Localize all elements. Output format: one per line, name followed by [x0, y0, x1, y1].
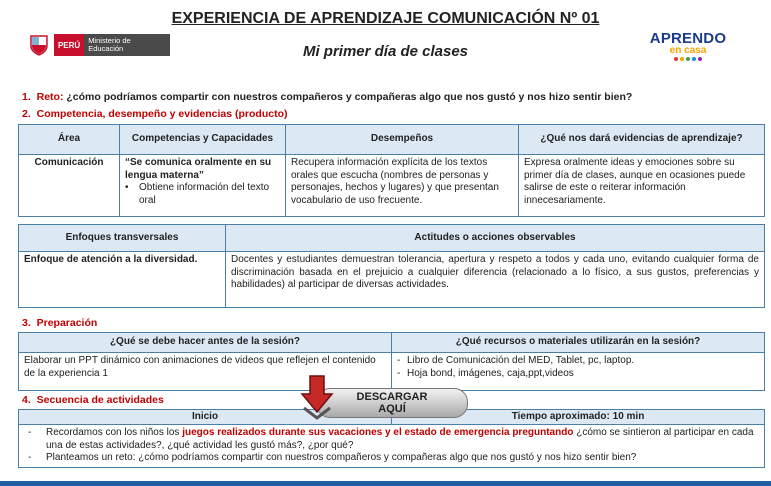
approach-table: [18, 224, 765, 308]
page-subtitle: Mi primer día de clases: [302, 43, 469, 60]
activity-item: - Recordamos con los niños los juegos realizados durante sus vacaciones y el estado de emergencia preguntando ¿cómo se sintieron al participar en cada una de estas actividades?, ¿qué actividad les gustó más?, ¿por qué?: [24, 427, 759, 452]
section-label: Preparación: [36, 317, 98, 329]
resource-text: Hoja bond, imágenes, caja,ppt,videos: [407, 367, 574, 379]
activity-text-highlight: juegos realizados durante sus vacaciones y el estado de emergencia preguntando: [182, 427, 574, 438]
activity-text: Planteamos un reto: ¿cómo podríamos compartir con nuestros compañeros y compañeras algo que nos gustó y nos hizo sentir bien?: [46, 452, 637, 463]
header-competencias: Competencias y Capacidades: [120, 125, 286, 155]
header-antes: ¿Qué se debe hacer antes de la sesión?: [19, 333, 392, 353]
ministry-logo: [28, 32, 170, 58]
aprendo-label: APRENDO: [649, 30, 727, 47]
section-secuencia: [22, 394, 164, 406]
section-number: 4.: [22, 394, 31, 406]
download-arrow-icon: [298, 374, 336, 420]
header-tiempo: Tiempo aproximado: 10 min: [392, 410, 765, 425]
performance-cell: Recupera información explícita de los textos orales que escucha (nombres de personas y personajes, hechos y lugares) y que presentan vocabulario de uso frecuente.: [286, 155, 519, 217]
competence-table: [18, 124, 765, 217]
activity-text-a: Recordamos con los niños los: [46, 427, 183, 438]
section-preparacion: [22, 317, 97, 329]
header-recursos: ¿Qué recursos o materiales utilizarán en la sesión?: [392, 333, 765, 353]
section-competencia: [22, 108, 288, 120]
section-label: Competencia, desempeño y evidencias (producto): [36, 108, 288, 120]
reto-text: ¿cómo podríamos compartir con nuestros compañeros y compañeras algo que nos gustó y nos hizo sentir bien?: [66, 91, 633, 103]
section-label: Reto:: [36, 91, 64, 103]
area-cell: Comunicación: [19, 155, 120, 217]
header-inicio: Inicio: [19, 410, 392, 425]
before-cell: Elaborar un PPT dinámico con animaciones de videos que reflejen el contenido de la experiencia 1: [19, 353, 392, 391]
resource-item: - Hoja bond, imágenes, caja,ppt,videos: [397, 367, 574, 379]
activity-text: [46, 427, 759, 452]
section-reto: [22, 91, 632, 103]
evidence-cell: Expresa oralmente ideas y emociones sobre su primer día de clases, aunque en ocasiones puede salirse de este o reiterar información innecesariamente.: [519, 155, 765, 217]
download-button[interactable]: [298, 378, 470, 422]
section-number: 3.: [22, 317, 31, 329]
approach-cell: Enfoque de atención a la diversidad.: [19, 252, 226, 308]
section-number: 1.: [22, 91, 31, 103]
header-desempenos: Desempeños: [286, 125, 519, 155]
en-casa-label: en casa: [669, 45, 707, 56]
download-sublabel: AQUÍ: [378, 403, 406, 415]
resource-item: - Libro de Comunicación del MED, Tablet, pc, laptop.: [397, 355, 635, 366]
header-actitudes: Actitudes o acciones observables: [226, 225, 765, 252]
capacity-item: • Obtiene información del texto oral: [125, 182, 280, 207]
activity-item: - Planteamos un reto: ¿cómo podríamos compartir con nuestros compañeros y compañeras algo que nos gustó y nos hizo sentir bien?: [28, 452, 637, 463]
logo-dots-icon: [646, 57, 730, 61]
inicio-cell: [19, 425, 765, 468]
bottom-bar: [0, 481, 771, 486]
peru-shield-icon: [28, 33, 50, 57]
aprendo-en-casa-logo: [646, 30, 730, 61]
competence-cell: [120, 155, 286, 217]
competence-text: “Se comunica oralmente en su lengua materna”: [125, 157, 272, 181]
ministry-label: Ministerio de Educación: [84, 34, 170, 56]
peru-label: PERÚ: [54, 34, 84, 56]
header-evidencias: ¿Qué nos dará evidencias de aprendizaje?: [519, 125, 765, 155]
section-number: 2.: [22, 108, 31, 120]
activity-text-c: ¿cómo se sintieron al participar en cada una de estas actividades?, ¿qué actividad les gustó más?, ¿por qué?: [46, 427, 754, 451]
resource-text: Libro de Comunicación del MED, Tablet, pc, laptop.: [407, 355, 635, 366]
header-enfoques: Enfoques transversales: [19, 225, 226, 252]
attitudes-cell: Docentes y estudiantes demuestran tolerancia, apertura y respeto a todos y cada uno, evitando cualquier forma de discriminación basada en el prejuicio a cualquier diferencia (relacionado a lo físico, a sus gustos, preferencias y habilidades) al participar de diversas actividades.: [226, 252, 765, 308]
section-label: Secuencia de actividades: [36, 394, 164, 406]
download-label: DESCARGAR: [356, 391, 428, 403]
capacity-text: Obtiene información del texto oral: [139, 182, 270, 206]
page-title: EXPERIENCIA DE APRENDIZAJE COMUNICACIÓN Nº 01: [171, 10, 600, 27]
header-area: Área: [19, 125, 120, 155]
download-pill[interactable]: [316, 388, 468, 418]
